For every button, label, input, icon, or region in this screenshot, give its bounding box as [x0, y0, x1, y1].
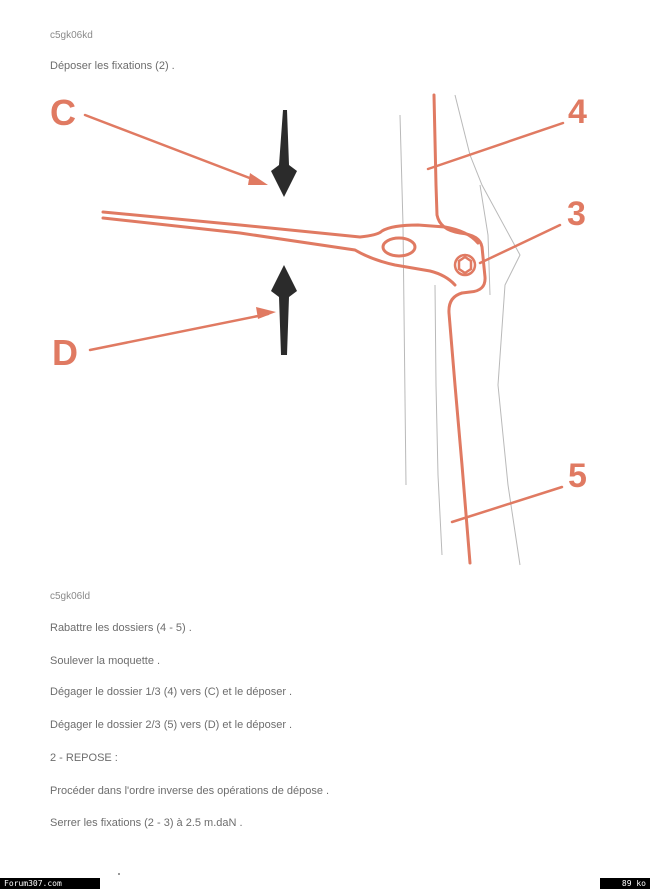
- direction-arrows: [271, 110, 297, 355]
- leader-c: [85, 115, 260, 182]
- arrow-down-icon: [271, 110, 297, 197]
- fixing-bolt: [455, 255, 475, 275]
- step-1: Rabattre les dossiers (4 - 5) .: [50, 622, 192, 634]
- leader-4: [428, 123, 563, 169]
- label-4: 4: [568, 93, 587, 131]
- seat-hinge-diagram: [0, 85, 650, 570]
- footer-size: 89 ko: [600, 878, 650, 889]
- section-title-repose: 2 - REPOSE :: [50, 752, 118, 764]
- leader-c-arrowhead: [248, 173, 268, 185]
- leader-lines: [85, 115, 563, 522]
- label-5: 5: [568, 457, 587, 495]
- leader-5: [452, 487, 562, 522]
- instruction-remove-fixings: Déposer les fixations (2) .: [50, 60, 175, 72]
- footer-site: Forum307.com: [0, 878, 100, 889]
- label-c: C: [50, 92, 76, 133]
- leader-d-arrowhead: [256, 307, 276, 319]
- hinge-arm: [103, 212, 478, 285]
- scan-speck: [118, 873, 120, 875]
- faint-outline-lines: [400, 95, 520, 565]
- repose-step-2: Serrer les fixations (2 - 3) à 2.5 m.daN .: [50, 817, 243, 829]
- repose-step-1: Procéder dans l'ordre inverse des opérations de dépose .: [50, 785, 330, 797]
- label-d: D: [52, 332, 78, 373]
- leader-d: [90, 314, 268, 350]
- step-2: Soulever la moquette .: [50, 655, 161, 667]
- step-4: Dégager le dossier 2/3 (5) vers (D) et le déposer .: [50, 719, 293, 731]
- arrow-up-icon: [271, 265, 297, 355]
- label-3: 3: [567, 195, 586, 233]
- leader-3: [480, 225, 560, 263]
- image-code-bottom: c5gk06ld: [50, 591, 91, 602]
- step-3: Dégager le dossier 1/3 (4) vers (C) et le déposer .: [50, 686, 293, 698]
- image-code-top: c5gk06kd: [50, 30, 93, 41]
